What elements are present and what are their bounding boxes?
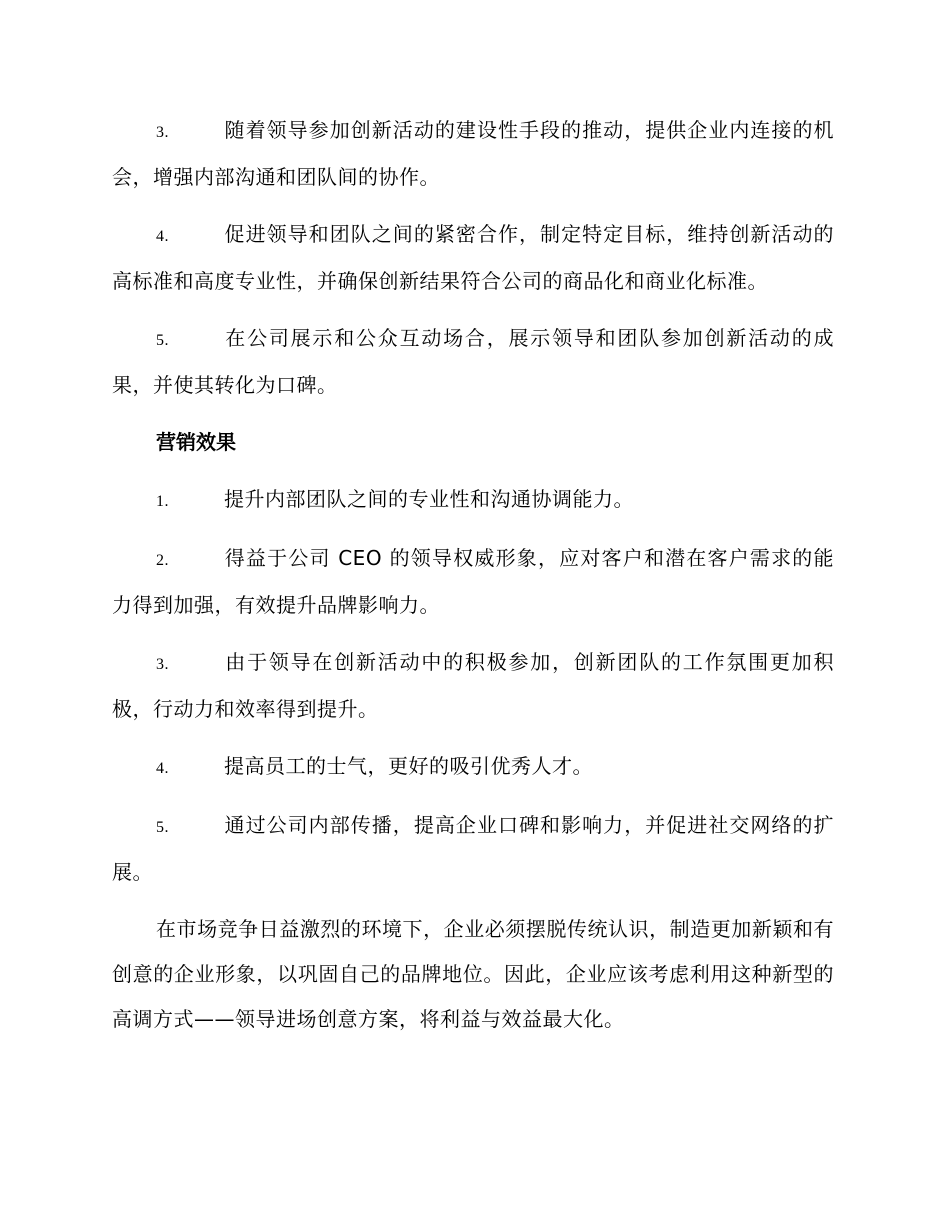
list-number: 5.: [156, 819, 169, 836]
list-number: 3.: [156, 656, 169, 673]
list-item-text: 在公司展示和公众互动场合，展示领导和团队参加创新活动的成果，并使其转化为口碑。: [112, 326, 834, 397]
list-number: 4.: [156, 760, 169, 777]
list-item: [112, 477, 834, 524]
list-item: [112, 536, 834, 628]
list-number: 5.: [156, 332, 169, 349]
list-number: 3.: [156, 124, 169, 141]
list-item-text: 得益于公司 CEO 的领导权威形象，应对客户和潜在客户需求的能力得到加强，有效提升品牌影响力。: [112, 546, 834, 617]
list-item-text: 由于领导在创新活动中的积极参加，创新团队的工作氛围更加积极，行动力和效率得到提升。: [112, 650, 834, 721]
list-item: [112, 640, 834, 732]
list-item-text: 提升内部团队之间的专业性和沟通协调能力。: [224, 487, 634, 511]
list-number: 2.: [156, 552, 169, 569]
list-item: [112, 316, 834, 408]
list-item-text: 提高员工的士气，更好的吸引优秀人才。: [224, 754, 593, 778]
list-item-text: 随着领导参加创新活动的建设性手段的推动，提供企业内连接的机会，增强内部沟通和团队间的协作。: [112, 118, 834, 189]
list-number: 4.: [156, 228, 169, 245]
list-item: [112, 212, 834, 304]
list-item: [112, 108, 834, 200]
list-item: [112, 744, 834, 791]
conclusion-paragraph: 在市场竞争日益激烈的环境下，企业必须摆脱传统认识，制造更加新颖和有创意的企业形象，以巩固自己的品牌地位。因此，企业应该考虑利用这种新型的高调方式——领导进场创意方案，将利益与效益最大化。: [112, 917, 834, 1031]
list-item-text: 促进领导和团队之间的紧密合作，制定特定目标，维持创新活动的高标准和高度专业性，并确保创新结果符合公司的商品化和商业化标准。: [112, 222, 834, 293]
list-number: 1.: [156, 493, 169, 510]
section-heading: 营销效果: [156, 430, 236, 454]
document-page: [112, 108, 834, 1042]
list-item: [112, 803, 834, 895]
list-item-text: 通过公司内部传播，提高企业口碑和影响力，并促进社交网络的扩展。: [112, 813, 834, 884]
